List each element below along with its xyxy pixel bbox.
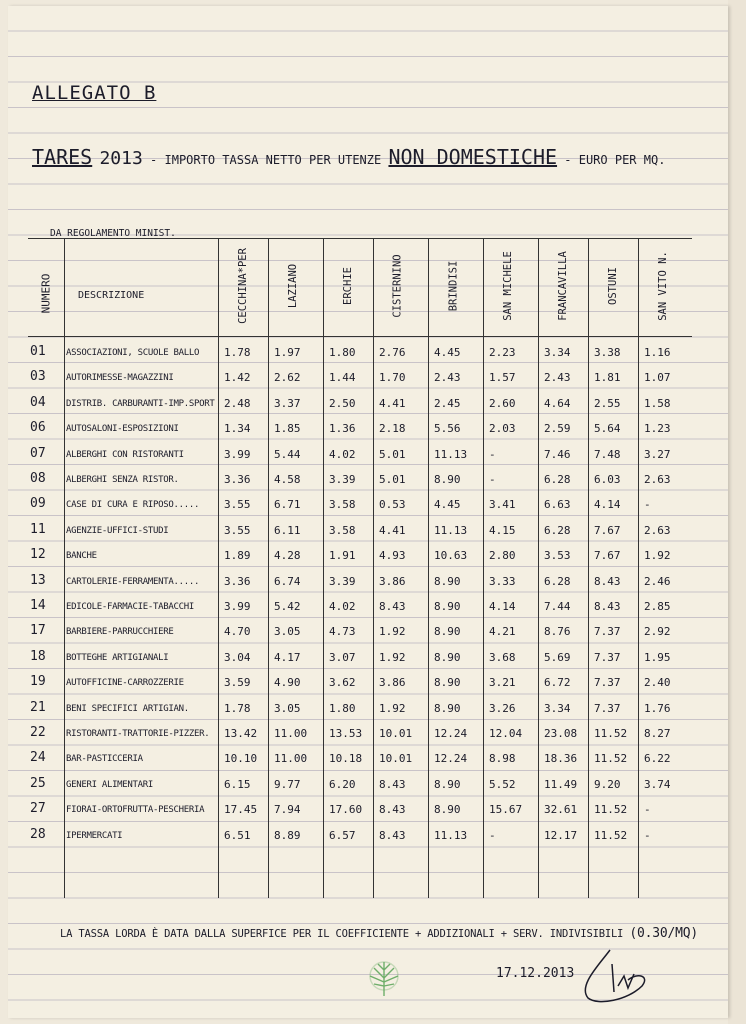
document-title: ALLEGATO B [32,82,157,104]
rate-cell: 3.05 [274,625,301,639]
rate-cell: 5.69 [544,650,571,664]
row-number: 09 [30,496,46,512]
rate-cell: - [489,447,496,461]
description-column-header: DESCRIZIONE [78,290,145,301]
rate-cell: 10.10 [224,752,258,766]
table-row [28,748,692,773]
rate-cell: 4.58 [274,473,301,486]
rate-cell: 11.00 [274,752,308,766]
heading-year: 2013 [99,148,143,169]
municipality-header-label: SAN VITO N. [657,251,670,321]
rate-cell: 3.41 [489,498,516,512]
column-divider [588,238,589,898]
rate-cell: 10.18 [329,752,363,766]
rate-cell: 7.46 [544,447,571,461]
rate-cell: 7.94 [274,803,301,817]
rate-cell: 11.49 [544,777,578,791]
rate-cell: 11.52 [594,752,628,766]
column-divider [64,238,65,898]
rate-cell: 7.37 [594,701,621,715]
tree-stamp-icon [362,956,406,1000]
rate-cell: 2.43 [544,371,571,385]
table-row [28,393,692,418]
table-row [28,342,692,367]
rate-cell: 4.45 [434,346,461,359]
rate-cell: 2.76 [379,346,406,359]
rate-cell: 12.17 [544,828,578,842]
row-description: AUTOFFICINE-CARROZZERIE [66,678,184,689]
rate-cell: 11.13 [434,828,468,842]
rate-cell: 3.39 [329,473,356,486]
rate-cell: 7.67 [594,523,621,537]
row-description: ASSOCIAZIONI, SCUOLE BALLO [66,348,200,358]
rate-cell: 8.43 [379,803,406,817]
rate-cell: 3.36 [224,574,251,588]
tariff-table [28,238,692,898]
rate-cell: 12.04 [489,727,523,740]
rate-cell: 1.92 [379,625,406,639]
rate-cell: 11.00 [274,727,308,740]
rate-cell: 5.42 [274,600,301,613]
municipality-header [543,251,583,321]
row-number: 19 [30,674,46,690]
rate-cell: 3.26 [489,701,516,715]
row-description: AGENZIE-UFFICI-STUDI [66,525,169,536]
row-description: CASE DI CURA E RIPOSO..... [66,500,200,511]
row-number: 06 [30,420,46,436]
rate-cell: 3.21 [489,676,516,690]
rate-cell: 3.37 [274,396,301,410]
rate-cell: 3.55 [224,498,251,512]
header-divider [28,336,692,337]
table-row [28,545,692,570]
row-number: 12 [30,547,46,563]
rate-cell: 2.59 [544,422,571,436]
table-row [28,367,692,392]
rate-cell: 1.44 [329,371,356,385]
table-row [28,494,692,519]
rate-cell: 8.43 [379,600,406,613]
row-description: IPERMERCATI [66,830,123,841]
rate-cell: 6.28 [544,523,571,537]
row-description: BARBIERE-PARRUCCHIERE [66,627,174,638]
rate-cell: 7.37 [594,650,621,664]
rate-cell: 6.28 [544,473,571,486]
rate-cell: 2.23 [489,346,516,359]
rate-cell: 7.48 [594,447,621,461]
rate-cell: 3.58 [329,523,356,537]
row-number: 08 [30,471,46,486]
document-heading [32,145,665,169]
column-divider [428,238,429,898]
row-description: FIORAI-ORTOFRUTTA-PESCHERIA [66,805,205,816]
rate-cell: 3.34 [544,346,571,359]
row-number: 22 [30,725,46,740]
rate-cell: 1.80 [329,346,356,359]
rate-cell: 2.62 [274,371,301,385]
rate-cell: 8.76 [544,625,571,639]
rate-cell: 11.52 [594,803,628,817]
rate-cell: 6.74 [274,574,301,588]
rate-cell: 6.11 [274,523,301,537]
row-number: 01 [30,344,46,359]
rate-cell: 6.15 [224,777,251,791]
rate-cell: 4.93 [379,549,406,563]
rate-cell: 8.90 [434,473,461,486]
municipality-header-label: SAN MICHELE [502,251,515,321]
rate-cell: - [644,498,651,512]
rate-cell: 3.33 [489,574,516,588]
rate-cell: 32.61 [544,803,578,817]
row-number: 18 [30,648,46,664]
rate-cell: 4.41 [379,523,406,537]
rate-cell: 4.15 [489,523,516,537]
number-column-header [28,248,64,338]
rate-cell: 4.02 [329,447,356,461]
rate-cell: - [489,473,496,486]
municipality-header [433,256,473,316]
row-number: 13 [30,572,46,588]
rate-cell: 3.62 [329,676,356,690]
row-number: 07 [30,445,46,461]
rate-cell: 15.67 [489,803,523,817]
rate-cell: 1.92 [379,701,406,715]
rate-cell: 3.58 [329,498,356,512]
signature-icon [568,946,658,1006]
rate-cell: 1.57 [489,371,516,385]
rate-cell: 6.71 [274,498,301,512]
municipality-header-label: CECCHINA*PER [237,248,250,324]
rate-cell: 3.99 [224,600,251,613]
rate-cell: 3.39 [329,574,356,588]
document-date: 17.12.2013 [496,966,575,981]
rate-cell: 11.52 [594,828,628,842]
rate-cell: 10.63 [434,549,468,563]
table-row [28,825,692,850]
rate-cell: 3.86 [379,574,406,588]
row-description: BANCHE [66,551,97,562]
municipality-header-label: CISTERNINO [392,254,404,318]
rate-cell: 8.90 [434,701,461,715]
table-row [28,596,692,621]
rate-cell: 4.14 [489,600,516,613]
rate-cell: 2.85 [644,600,671,613]
rate-cell: 1.91 [329,549,356,563]
rate-cell: 3.36 [224,473,251,486]
rate-cell: - [489,828,496,842]
column-divider [218,238,219,898]
table-row [28,621,692,646]
row-description: ALBERGHI CON RISTORANTI [66,449,184,460]
column-divider [638,238,639,898]
row-number: 27 [30,801,46,817]
rate-cell: 1.85 [274,422,301,436]
rate-cell: 12.24 [434,752,468,766]
rate-cell: 1.89 [224,549,251,563]
table-row [28,571,692,596]
page-edge [728,0,746,1024]
row-description: DISTRIB. CARBURANTI-IMP.SPORT [66,398,215,409]
rate-cell: 6.03 [594,473,621,486]
rate-cell: 23.08 [544,727,578,740]
heading-emphasis: NON DOMESTICHE [388,145,558,169]
column-divider [268,238,269,898]
rate-cell: 3.68 [489,650,516,664]
municipality-header-label: OSTUNI [607,267,619,305]
table-row [28,799,692,824]
rate-cell: 1.42 [224,371,251,385]
rate-cell: 8.90 [434,574,461,588]
municipality-header-label: FRANCAVILLA [557,251,570,321]
rate-cell: 4.70 [224,625,251,639]
rate-cell: 2.55 [594,396,621,410]
row-number: 04 [30,394,46,410]
rate-cell: 8.43 [379,777,406,791]
rate-cell: 1.36 [329,422,356,436]
rate-cell: 4.90 [274,676,301,690]
rate-cell: 10.01 [379,752,413,766]
column-divider [373,238,374,898]
rate-cell: 9.77 [274,777,301,791]
row-description: CARTOLERIE-FERRAMENTA..... [66,576,200,587]
rate-cell: 17.60 [329,803,363,817]
number-header-label: NUMERO [39,273,53,313]
rate-cell: 3.05 [274,701,301,715]
rate-cell: 11.52 [594,727,628,740]
rate-cell: 13.53 [329,727,363,740]
rate-cell: 8.90 [434,600,461,613]
rate-cell: 4.17 [274,650,301,664]
row-description: EDICOLE-FARMACIE-TABACCHI [66,602,194,612]
table-subheading: DA REGOLAMENTO MINIST. [50,228,176,239]
rate-cell: 5.01 [379,473,406,486]
rate-cell: 2.40 [644,676,671,690]
municipality-header [488,251,528,321]
rate-cell: 4.21 [489,625,516,639]
rate-cell: 5.44 [274,447,301,461]
rate-cell: 5.01 [379,447,406,461]
rate-cell: - [644,828,651,842]
rate-cell: 8.90 [434,625,461,639]
rate-cell: 3.27 [644,447,671,461]
lined-paper-sheet [8,6,728,1018]
table-row [28,418,692,443]
rate-cell: 2.63 [644,523,671,537]
rate-cell: 1.78 [224,346,251,359]
row-description: BAR-PASTICCERIA [66,754,143,765]
rate-cell: 8.90 [434,803,461,817]
rate-cell: 3.74 [644,777,671,791]
rate-cell: 6.63 [544,498,571,512]
municipality-header [643,251,683,321]
rate-cell: 8.27 [644,727,671,740]
rate-cell: 5.64 [594,422,621,436]
rate-cell: 4.64 [544,396,571,410]
rate-cell: 13.42 [224,727,258,740]
rate-cell: 1.92 [644,549,671,563]
rate-cell: 2.45 [434,396,461,410]
column-divider [483,238,484,898]
rate-cell: 2.63 [644,473,671,486]
rate-cell: 12.24 [434,727,468,740]
row-number: 24 [30,750,46,766]
rate-cell: 2.80 [489,549,516,563]
rate-cell: 10.01 [379,727,413,740]
rate-cell: 2.18 [379,422,406,436]
table-row [28,698,692,723]
rate-cell: 8.90 [434,676,461,690]
municipality-header-label: ERCHIE [342,267,354,305]
rate-cell: 1.81 [594,371,621,385]
table-row [28,774,692,799]
rate-cell: 17.45 [224,803,258,817]
footer-note [60,926,698,941]
rate-cell: 4.28 [274,549,301,563]
rate-cell: 1.70 [379,371,406,385]
row-description: AUTORIMESSE-MAGAZZINI [66,373,174,384]
municipality-header [223,248,263,324]
row-description: ALBERGHI SENZA RISTOR. [66,475,179,485]
rate-cell: 0.53 [379,498,406,512]
table-row [28,520,692,545]
municipality-header-label: LAZIANO [287,263,300,309]
table-row [28,444,692,469]
municipality-header [273,256,313,316]
rate-cell: 4.73 [329,625,356,639]
rate-cell: 1.78 [224,701,251,715]
rate-cell: 1.23 [644,422,671,436]
rate-cell: 1.92 [379,650,406,664]
rate-cell: 6.72 [544,676,571,690]
rate-cell: 6.22 [644,752,671,766]
rate-cell: 1.76 [644,701,671,715]
row-number: 21 [30,699,46,715]
rate-cell: 5.52 [489,777,516,791]
rate-cell: 3.86 [379,676,406,690]
rate-cell: 2.03 [489,422,516,436]
rate-cell: 1.07 [644,371,671,385]
rate-cell: 1.95 [644,650,671,664]
row-number: 28 [30,826,46,842]
heading-suffix: - EURO PER MQ. [564,153,666,167]
rate-cell: 6.28 [544,574,571,588]
rate-cell: 1.16 [644,346,671,359]
rate-cell: 9.20 [594,777,621,791]
rate-cell: 3.34 [544,701,571,715]
rate-cell: 7.37 [594,625,621,639]
table-row [28,672,692,697]
rate-cell: 2.43 [434,371,461,385]
rate-cell: 8.43 [594,574,621,588]
rate-cell: 3.55 [224,523,251,537]
rate-cell: 8.43 [379,828,406,842]
rate-cell: 8.90 [434,777,461,791]
rate-cell: 1.58 [644,396,671,410]
row-description: BOTTEGHE ARTIGIANALI [66,652,169,663]
rate-cell: 3.99 [224,447,251,461]
municipality-header-label: BRINDISI [447,260,460,312]
rate-cell: 8.90 [434,650,461,664]
rate-cell: - [644,803,651,817]
rate-cell: 2.50 [329,396,356,410]
rate-cell: 2.46 [644,574,671,588]
rate-cell: 8.89 [274,828,301,842]
rate-cell: 7.37 [594,676,621,690]
row-number: 17 [30,623,46,639]
rate-cell: 3.38 [594,346,621,359]
rate-cell: 18.36 [544,752,578,766]
column-divider [323,238,324,898]
rate-cell: 8.98 [489,752,516,766]
rate-cell: 4.45 [434,498,461,512]
rate-cell: 6.51 [224,828,251,842]
table-row [28,647,692,672]
rate-cell: 4.14 [594,498,621,512]
row-number: 14 [30,598,46,613]
footer-note-text: LA TASSA LORDA È DATA DALLA SUPERFICE PER IL COEFFICIENTE + ADDIZIONALI + SERV. INDIVISIBILI [60,928,624,940]
rate-cell: 4.02 [329,600,356,613]
rate-cell: 5.56 [434,422,461,436]
municipality-header [593,256,633,316]
rate-cell: 3.07 [329,650,356,664]
table-row [28,723,692,748]
rate-cell: 11.13 [434,447,468,461]
table-top-rule [28,238,692,239]
row-description: GENERI ALIMENTARI [66,779,154,790]
rate-cell: 2.48 [224,396,251,410]
municipality-header [328,256,368,316]
rate-cell: 2.60 [489,396,516,410]
rate-cell: 7.67 [594,549,621,563]
row-description: AUTOSALONI-ESPOSIZIONI [66,424,179,435]
footer-rate: (0.30/MQ) [629,926,698,941]
heading-middle: - IMPORTO TASSA NETTO PER UTENZE [150,153,382,167]
row-description: RISTORANTI-TRATTORIE-PIZZER. [66,729,210,739]
rate-cell: 1.97 [274,346,301,359]
table-row [28,469,692,494]
rate-cell: 2.92 [644,625,671,639]
rate-cell: 11.13 [434,523,468,537]
rate-cell: 6.20 [329,777,356,791]
heading-prefix: TARES [32,145,93,169]
rate-cell: 4.41 [379,396,406,410]
rate-cell: 7.44 [544,600,571,613]
row-number: 03 [30,369,46,385]
rate-cell: 3.04 [224,650,251,664]
rate-cell: 1.34 [224,422,251,436]
rate-cell: 8.43 [594,600,621,613]
row-number: 11 [30,521,46,537]
municipality-header [378,256,418,316]
rate-cell: 6.57 [329,828,356,842]
rate-cell: 3.59 [224,676,251,690]
rate-cell: 1.80 [329,701,356,715]
column-divider [538,238,539,898]
row-description: BENI SPECIFICI ARTIGIAN. [66,703,189,714]
row-number: 25 [30,775,46,791]
rate-cell: 3.53 [544,549,571,563]
